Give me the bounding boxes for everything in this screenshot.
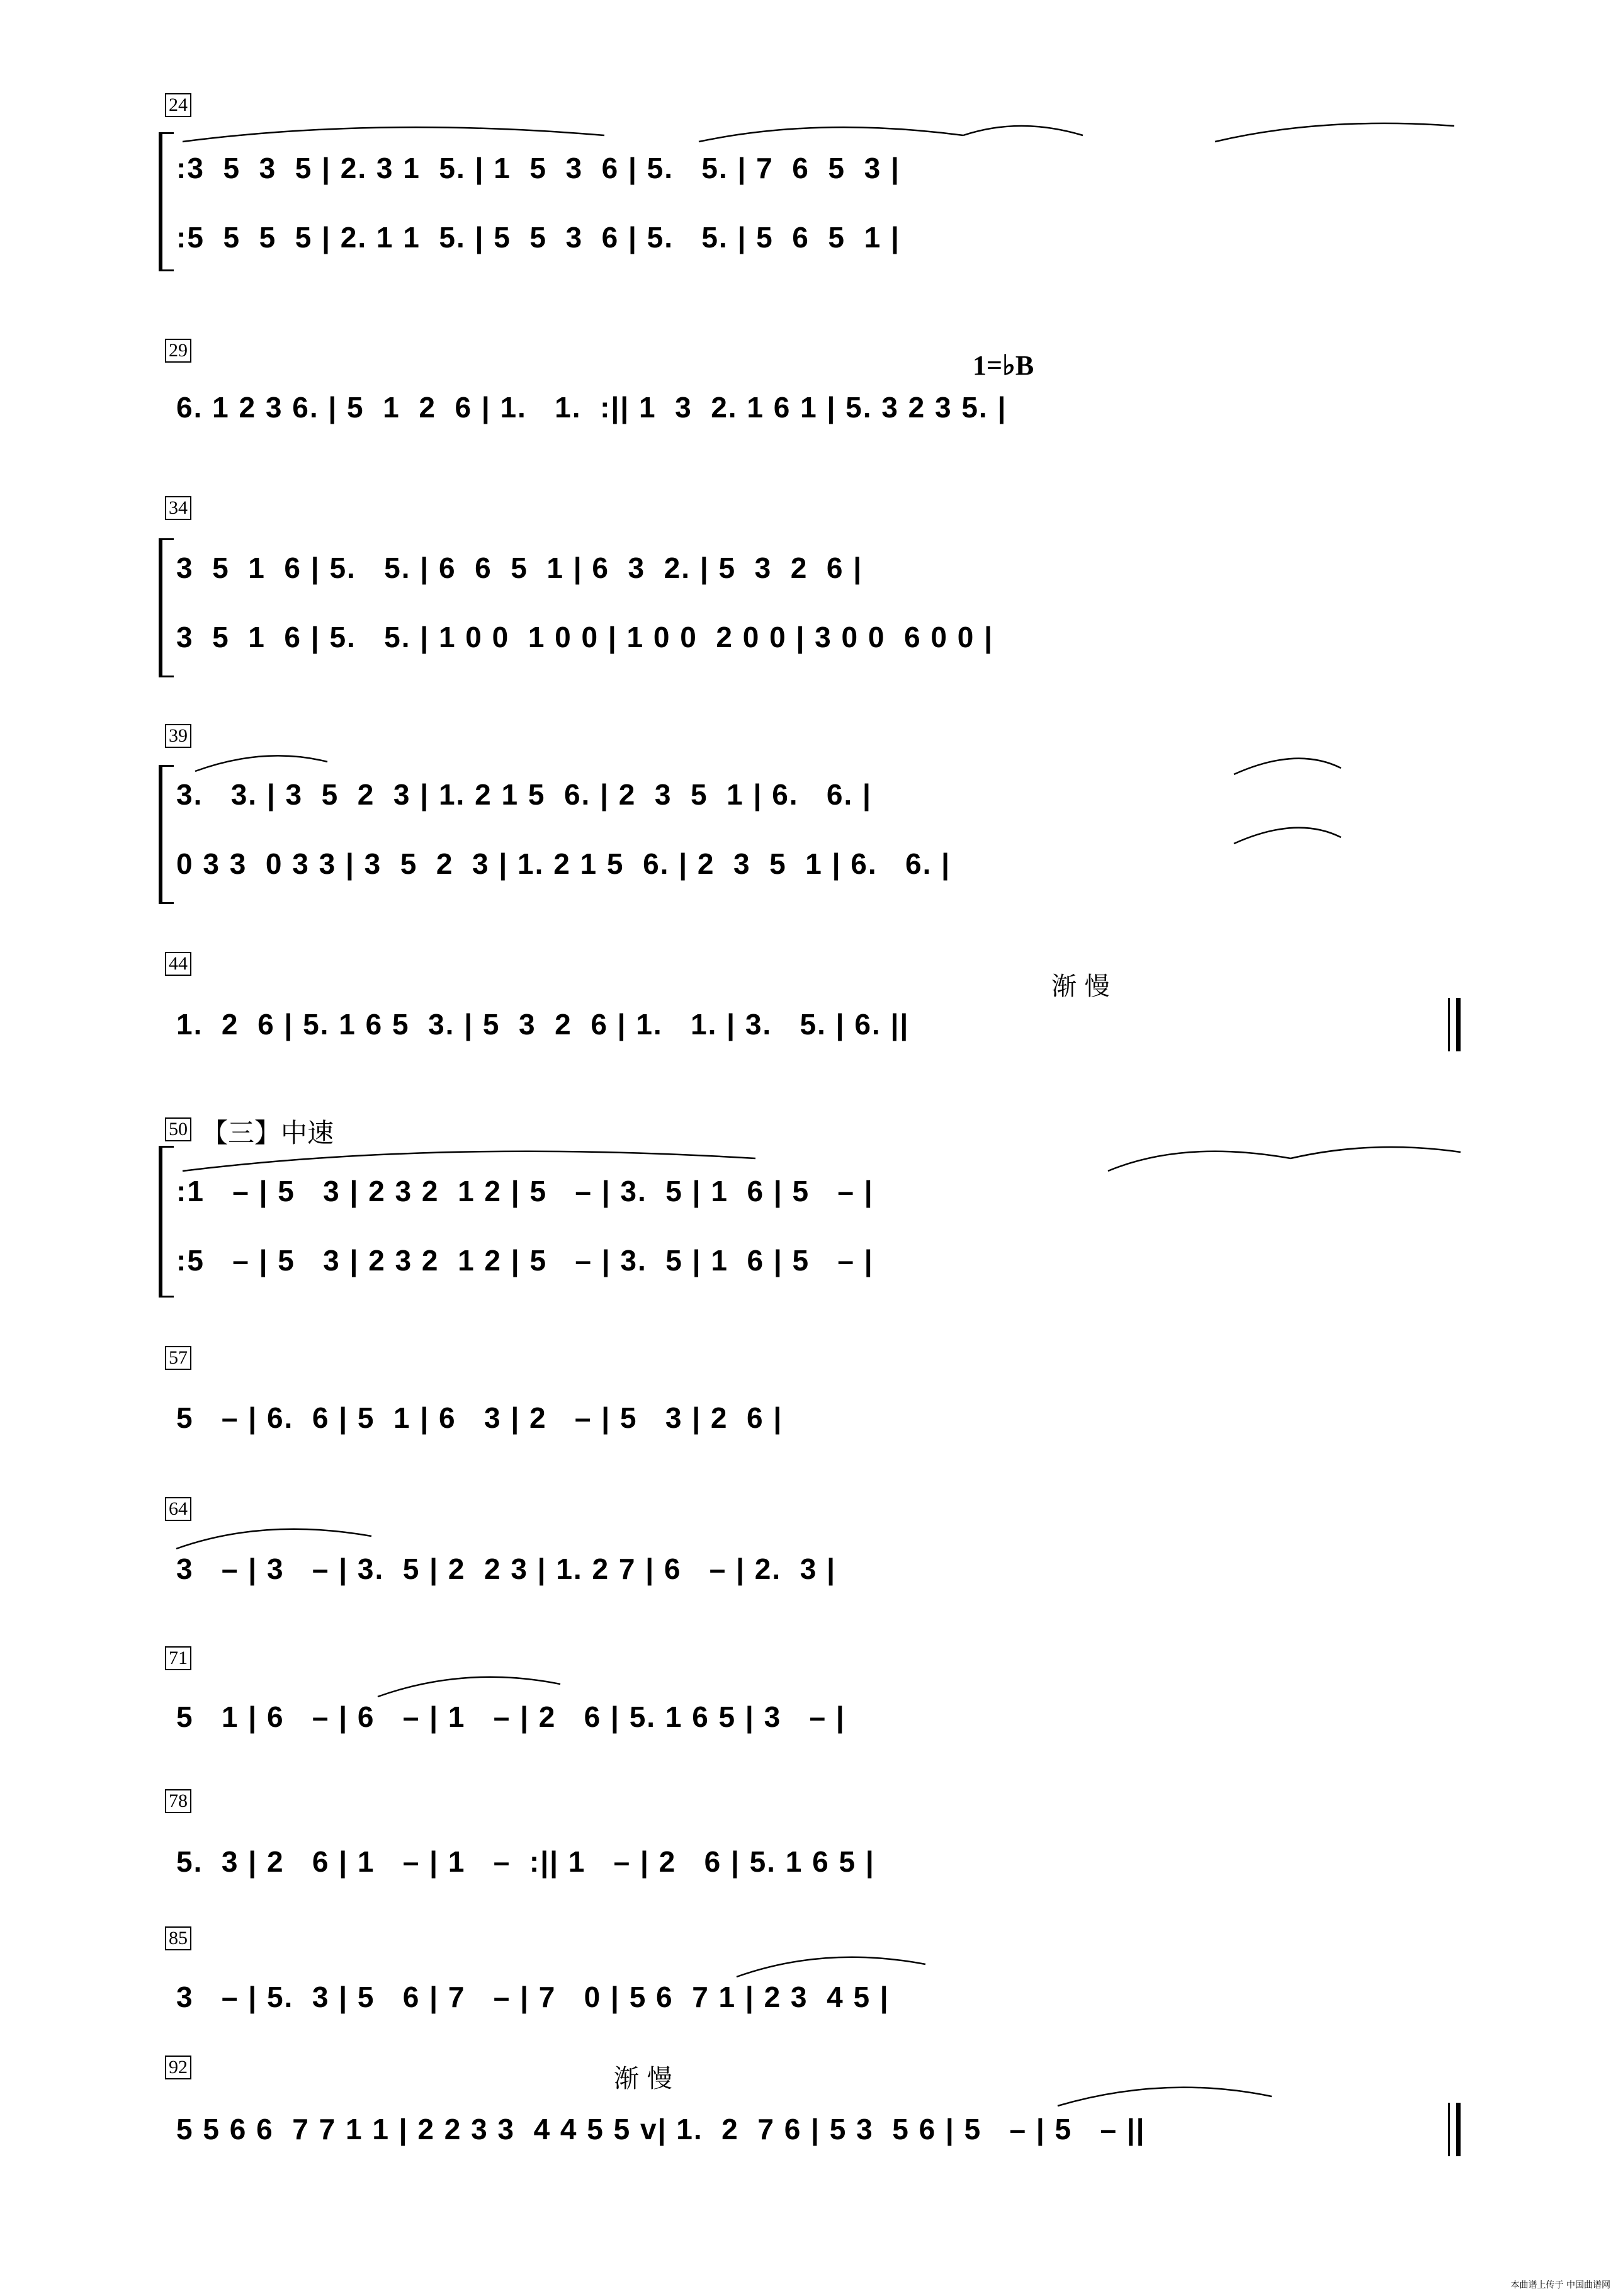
measure-number-39: 39: [165, 724, 191, 748]
notation-text: :5 5 5 5 | 2. 1 1 5. | 5 5 3 6 | 5. 5. | 5 6 5 1 |: [176, 221, 900, 254]
score-line: [176, 771, 1459, 822]
measure-number-29: 29: [165, 339, 191, 363]
section-label: 【三】中速: [201, 1117, 334, 1148]
final-barline: [1448, 2103, 1461, 2156]
notation-text: :3 5 3 5 | 2. 3 1 5. | 1 5 3 6 | 5. 5. | 7 6 5 3 |: [176, 152, 900, 184]
system-brace: [159, 538, 174, 677]
measure-number-64: 64: [165, 1497, 191, 1521]
notation-text: 3 5 1 6 | 5. 5. | 6 6 5 1 | 6 3 2. | 5 3 2 6 |: [176, 551, 863, 584]
notation-text: 5 – | 6. 6 | 5 1 | 6 3 | 2 – | 5 3 | 2 6 |: [176, 1401, 783, 1434]
notation-text: :5 – | 5 3 | 2 3 2 1 2 | 5 – | 3. 5 | 1 6 | 5 – |: [176, 1244, 874, 1277]
tempo-annotation: 渐 慢: [614, 2064, 672, 2093]
score-line: [176, 1168, 1459, 1218]
footer-credit: 本曲谱上传于 中国曲谱网: [1510, 2280, 1610, 2290]
measure-number-92: 92: [165, 2056, 191, 2079]
score-line: [176, 545, 1459, 595]
final-barline: [1448, 998, 1461, 1051]
key-change: 1=♭B: [973, 350, 1034, 381]
system-brace: [159, 765, 174, 904]
score-line: [176, 840, 1459, 891]
notation-text: 3 – | 5. 3 | 5 6 | 7 – | 7 0 | 5 6 7 1 | 2 3 4 5 |: [176, 1981, 890, 2013]
notation-text: 3. 3. | 3 5 2 3 | 1. 2 1 5 6. | 2 3 5 1 | 6. 6. |: [176, 778, 872, 811]
measure-number-78: 78: [165, 1789, 191, 1813]
measure-number-34: 34: [165, 496, 191, 520]
score-line: [176, 1838, 1459, 1889]
tempo-annotation: 渐 慢: [1051, 972, 1110, 1001]
notation-text: 6. 1 2 3 6. | 5 1 2 6 | 1. 1. :|| 1 3 2. 1 6 1 | 5. 3 2 3 5. |: [176, 391, 1007, 424]
score-line: [176, 1546, 1459, 1596]
system-brace: [159, 132, 174, 271]
notation-text: 5 1 | 6 – | 6 – | 1 – | 2 6 | 5. 1 6 5 | 3 – |: [176, 1700, 845, 1733]
system-brace: [159, 1146, 174, 1298]
measure-number-44: 44: [165, 952, 191, 976]
measure-number-85: 85: [165, 1926, 191, 1950]
notation-text: 1. 2 6 | 5. 1 6 5 3. | 5 3 2 6 | 1. 1. | 3. 5. | 6. ||: [176, 1008, 910, 1041]
score-line: [176, 1394, 1459, 1445]
score-line: [176, 614, 1459, 664]
score-line: [176, 1237, 1459, 1287]
score-line: [176, 214, 1459, 264]
score-line: [176, 384, 1459, 434]
score-line: [176, 1694, 1459, 1744]
notation-text: 3 – | 3 – | 3. 5 | 2 2 3 | 1. 2 7 | 6 – | 2. 3 |: [176, 1552, 836, 1585]
measure-number-71: 71: [165, 1646, 191, 1670]
measure-number-24: 24: [165, 93, 191, 117]
notation-text: :1 – | 5 3 | 2 3 2 1 2 | 5 – | 3. 5 | 1 6 | 5 – |: [176, 1175, 874, 1207]
score-line: [176, 1974, 1459, 2024]
measure-number-57: 57: [165, 1346, 191, 1370]
notation-text: 0 3 3 0 3 3 | 3 5 2 3 | 1. 2 1 5 6. | 2 3 5 1 | 6. 6. |: [176, 847, 951, 880]
notation-text: 5. 3 | 2 6 | 1 – | 1 – :|| 1 – | 2 6 | 5. 1 6 5 |: [176, 1845, 875, 1878]
score-line: [176, 145, 1459, 195]
score-line: [176, 2106, 1459, 2156]
measure-number-50: 50: [165, 1117, 191, 1141]
notation-text: 5 5 6 6 7 7 1 1 | 2 2 3 3 4 4 5 5 v| 1. 2 7 6 | 5 3 5 6 | 5 – | 5 – ||: [176, 2113, 1146, 2146]
notation-text: 3 5 1 6 | 5. 5. | 1 0 0 1 0 0 | 1 0 0 2 0 0 | 3 0 0 6 0 0 |: [176, 621, 993, 653]
score-line: [176, 1001, 1459, 1051]
